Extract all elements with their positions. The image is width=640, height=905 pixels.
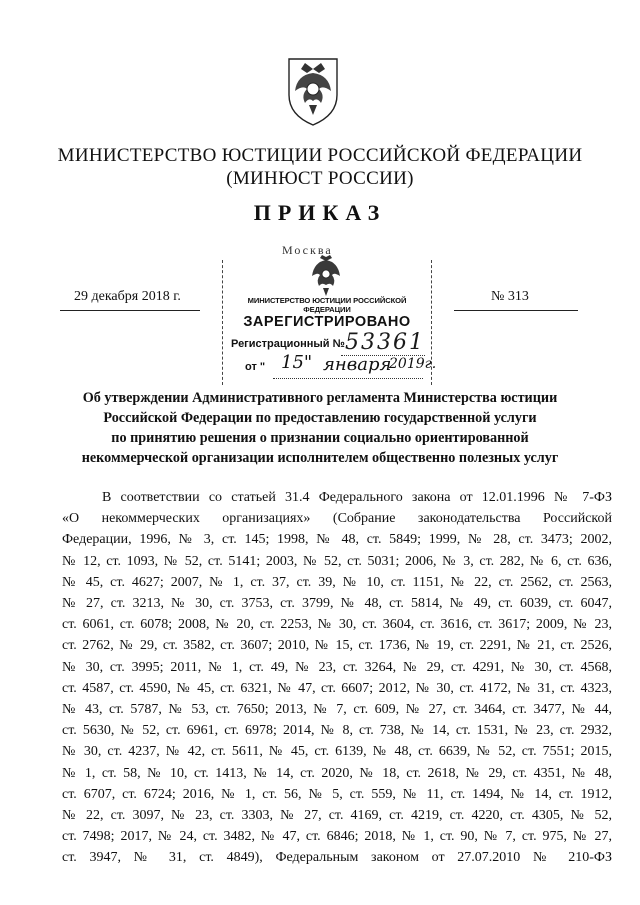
city: Москва [282, 243, 333, 257]
body-line: № 1, ст. 58, № 10, ст. 1413, № 14, ст. 2020, № 18, ст. 2618, № 29, ст. 4351, № 48, [62, 765, 612, 781]
body-line: Федерации, 1996, № 3, ст. 145; 1998, № 48, ст. 5849; 1999, № 28, ст. 3473; 2002, [62, 532, 612, 548]
body-line: № 30, ст. 3995; 2011, № 1, ст. 49, № 23, ст. 3264, № 29, ст. 4291, № 30, ст. 4568, [62, 659, 612, 675]
ministry-short-name: (МИНЮСТ РОССИИ) [226, 168, 414, 189]
coat-of-arms-icon [283, 55, 343, 127]
body-line: № 22, ст. 3097, № 23, ст. 3303, № 27, ст. 4169, ст. 4219, ст. 4220, ст. 4305, № 52, [62, 808, 612, 824]
body-line: ст. 5630, № 52, ст. 6961, ст. 6978; 2014, № 8, ст. 738, № 14, ст. 1531, № 23, ст. 2932, [62, 723, 612, 739]
stamp-date-label: от " [245, 361, 266, 373]
body-line: ст. 7498; 2017, № 24, ст. 3482, № 47, ст. 6846; 2018, № 1, ст. 90, № 7, ст. 975, № 27, [62, 829, 612, 845]
order-title [50, 388, 590, 468]
body-line: ст. 6061, ст. 6078; 2008, № 20, ст. 2253, № 30, ст. 3604, ст. 3616, ст. 3617; 2009, № 23, [62, 617, 612, 633]
body-line: ст. 6707, ст. 6724; 2016, № 1, ст. 56, № 5, ст. 559, № 11, ст. 1494, № 14, ст. 1912, [62, 786, 612, 802]
title-line: Российской Федерации по предоставлению государственной услуги [103, 410, 537, 426]
body-line: № 30, ст. 4237, № 42, ст. 5611, № 45, ст. 6139, № 48, ст. 6639, № 52, ст. 7551; 2015, [62, 744, 612, 760]
registration-stamp [222, 260, 437, 385]
stamp-date-day: 15" [281, 352, 313, 373]
body-line: ст. 4587, ст. 4590, № 45, ст. 6321, № 47, ст. 6607; 2012, № 30, ст. 4172, № 31, ст. 4323, [62, 680, 612, 696]
ministry-name: МИНИСТЕРСТВО ЮСТИЦИИ РОССИЙСКОЙ ФЕДЕРАЦИИ [57, 145, 583, 166]
body-line: № 27, ст. 3213, № 30, ст. 3753, ст. 3799, № 48, ст. 5814, № 49, ст. 6039, ст. 6047, [62, 596, 612, 612]
body-line: № 45, ст. 4627; 2007, № 1, ст. 37, ст. 39, № 10, ст. 1151, № 22, ст. 2562, ст. 2563, [62, 574, 612, 590]
title-line: по принятию решения о признании социально ориентированной [111, 430, 529, 446]
title-line: некоммерческой организации исполнителем общественно полезных услуг [81, 450, 559, 466]
date-underline [60, 310, 200, 311]
stamp-registration-number: 53361 [345, 330, 425, 355]
body-line: В соответствии со статьей 31.4 Федерального закона от 12.01.1996 № 7-ФЗ [102, 490, 612, 505]
stamp-status: ЗАРЕГИСТРИРОВАНО [243, 314, 411, 330]
body-line: ст. 3947, № 31, ст. 4849), Федеральным законом от 27.07.2010 № 210-ФЗ [62, 850, 612, 866]
body-line: № 12, ст. 1093, № 52, ст. 5141; 2003, № 52, ст. 5031; 2006, № 3, ст. 282, № 6, ст. 636, [62, 553, 612, 569]
order-date: 29 декабря 2018 г. [74, 289, 181, 304]
body-line: ст. 2762, № 29, ст. 3582, ст. 3607; 2010, № 15, ст. 1736, № 19, ст. 2291, № 21, ст. 2526, [62, 638, 612, 654]
title-line: Об утверждении Административного регламента Министерства юстиции [82, 390, 558, 406]
number-underline [454, 310, 578, 311]
stamp-coat-of-arms-icon [304, 254, 348, 300]
stamp-registration-label: Регистрационный № [231, 338, 345, 350]
stamp-ministry-name: МИНИСТЕРСТВО ЮСТИЦИИ РОССИЙСКОЙ ФЕДЕРАЦИИ [247, 296, 407, 314]
stamp-date-underline [273, 378, 423, 379]
order-body [62, 487, 612, 869]
stamp-date-month: января [323, 354, 392, 375]
body-line: № 43, ст. 5787, № 53, ст. 7650; 2013, № 7, ст. 609, № 27, ст. 3464, ст. 3477, № 44, [62, 702, 612, 718]
order-number: № 313 [491, 289, 529, 304]
document-type: ПРИКАЗ [253, 200, 387, 225]
body-line: «О некоммерческих организациях» (Собрание законодательства Российской [62, 511, 612, 527]
stamp-date-year: 2019г. [389, 356, 437, 372]
